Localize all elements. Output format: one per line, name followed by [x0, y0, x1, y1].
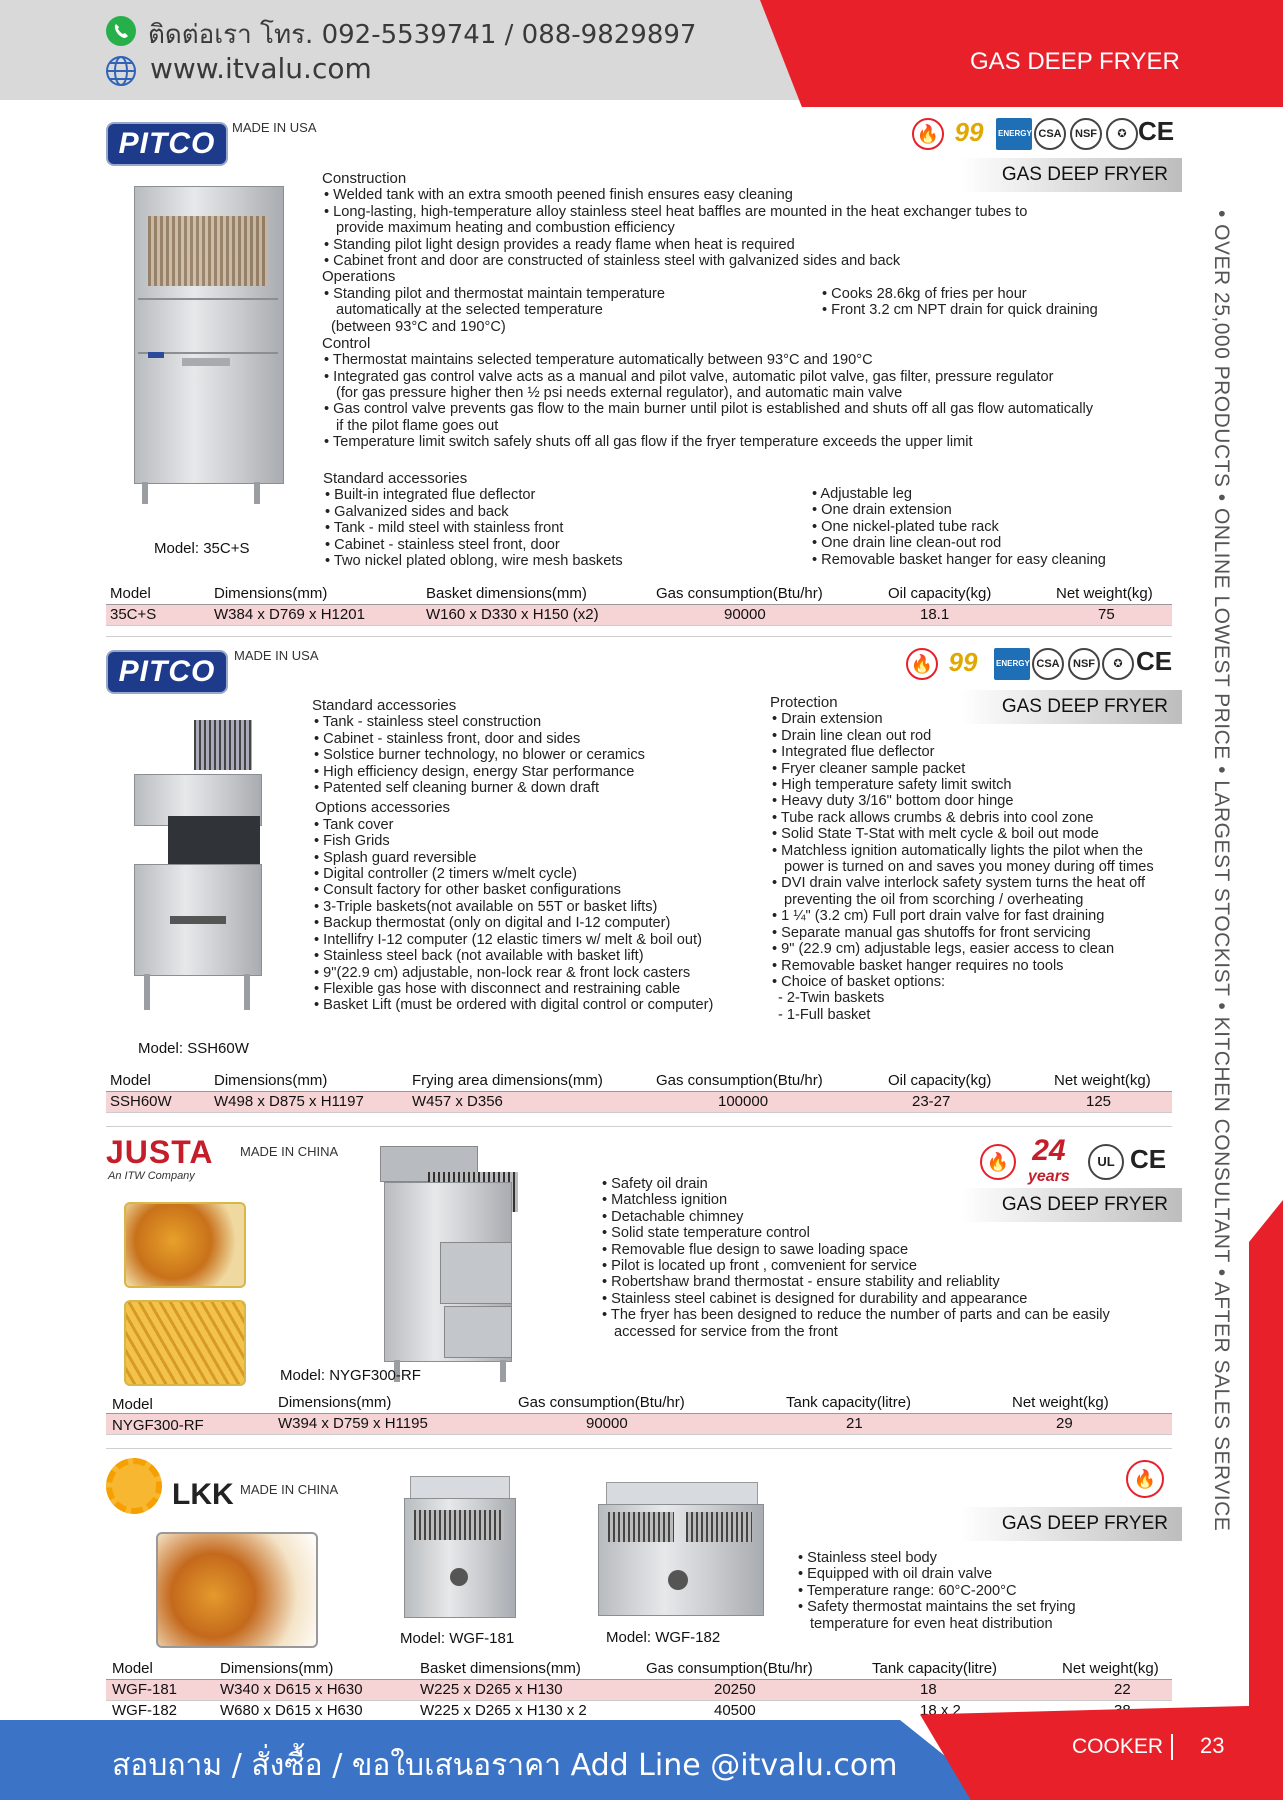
- product-image-35c: [130, 186, 285, 516]
- spec-header: Model: [112, 1396, 153, 1413]
- pitco-logo: PITCO: [106, 122, 228, 166]
- spec-cell: 29: [1056, 1415, 1073, 1432]
- accessory-item: • Removable basket hanger for easy cleaning: [810, 552, 1170, 568]
- flame-icon: 🔥: [912, 118, 944, 150]
- spec-cell: W225 x D265 x H130 x 2: [420, 1702, 587, 1719]
- opt-item: • Intellifry I-12 computer (12 elastic timers w/ melt & boil out): [312, 932, 752, 948]
- spec-cell: 35C+S: [110, 606, 157, 623]
- spec-table: [106, 1393, 1172, 1435]
- spec-cell: 40500: [714, 1702, 756, 1719]
- prot-item: • Separate manual gas shutoffs for front servicing: [770, 925, 1180, 941]
- std-item: • Patented self cleaning burner & down draft: [312, 780, 752, 796]
- construction-item: • Long-lasting, high-temperature alloy stainless steel heat baffles are mounted in the heat exchanger tubes to provide maximum heating and combustion efficiency: [322, 204, 1076, 237]
- prot-item: • High temperature safety limit switch: [770, 777, 1180, 793]
- std-title: Standard accessories: [312, 697, 457, 714]
- lkk-gear-logo-icon: [106, 1458, 162, 1514]
- side-tagline-strip: [1201, 210, 1241, 1620]
- spec-header: Basket dimensions(mm): [420, 1660, 581, 1677]
- spec-cell: W225 x D265 x H130: [420, 1681, 563, 1698]
- ul-badge: UL: [1088, 1144, 1124, 1180]
- prot-item: • Drain line clean out rod: [770, 728, 1180, 744]
- spec-cell: W394 x D759 x H1195: [278, 1415, 428, 1432]
- lkk-features-block: [796, 1550, 1136, 1632]
- 99-years-badge: 99: [948, 118, 990, 146]
- cert-seal-icon: ✪: [1106, 118, 1138, 150]
- opt-item: • Splash guard reversible: [312, 850, 752, 866]
- justa-itw-subtitle: An ITW Company: [108, 1170, 195, 1182]
- side-tagline: • OVER 25,000 PRODUCTS • ONLINE LOWEST PRICE • LARGEST STOCKIST • KITCHEN CONSULTANT • AFTER SALES SERVICE: [1210, 210, 1233, 1532]
- prot-item: • Removable basket hanger requires no tools: [770, 958, 1180, 974]
- justa-logo: JUSTA: [106, 1134, 214, 1170]
- protection-block: [770, 695, 1180, 1023]
- spec-data-row: [106, 605, 1172, 626]
- globe-icon: [104, 54, 138, 88]
- header-title: GAS DEEP FRYER: [970, 48, 1180, 75]
- energy-star-badge: ENERGY: [994, 648, 1030, 680]
- section-tag: GAS DEEP FRYER: [960, 1507, 1182, 1541]
- spec-header: Dimensions(mm): [220, 1660, 334, 1677]
- spec-cell: 23-27: [912, 1093, 951, 1110]
- prot-item: • DVI drain valve interlock safety system turns the heat off preventing the oil from scorching / overheating: [770, 875, 1180, 908]
- spec-data-row: [106, 1680, 1172, 1701]
- csa-badge: CSA: [1032, 648, 1064, 680]
- footer-divider: [1171, 1734, 1173, 1760]
- spec-cell: 125: [1086, 1093, 1112, 1110]
- accessory-item: • One nickel-plated tube rack: [810, 519, 1170, 535]
- page-number: 23: [1200, 1733, 1225, 1758]
- spec-header: Frying area dimensions(mm): [412, 1072, 603, 1089]
- std-item: • Tank - stainless steel construction: [312, 714, 752, 730]
- spec-cell: W384 x D769 x H1201: [214, 606, 365, 623]
- energy-star-badge: ENERGY: [996, 118, 1032, 150]
- french-fries-photo: [124, 1300, 246, 1386]
- spec-cell: W340 x D615 x H630: [220, 1681, 363, 1698]
- accessories-title: Standard accessories: [323, 470, 468, 487]
- spec-cell: 90000: [586, 1415, 628, 1432]
- spec-data-row: [106, 1092, 1172, 1113]
- accessory-item: • One drain line clean-out rod: [810, 535, 1170, 551]
- spec-cell: 75: [1098, 606, 1115, 623]
- spec-data-row: [106, 1414, 1172, 1435]
- prot-item: • 1 ¼" (3.2 cm) Full port drain valve for fast draining: [770, 908, 1180, 924]
- feature-item: • Equipped with oil drain valve: [796, 1566, 1136, 1582]
- spec-header-row: [106, 1659, 1172, 1680]
- product-image-nygf300: [380, 1146, 530, 1382]
- model-label: Model: NYGF300-RF: [280, 1367, 421, 1384]
- operations-item: • Front 3.2 cm NPT drain for quick draining: [820, 302, 1098, 318]
- opt-item: • Flexible gas hose with disconnect and restraining cable: [312, 981, 752, 997]
- product-image-ssh60w: [134, 720, 274, 1020]
- opt-item: • Backup thermostat (only on digital and I-12 computer): [312, 915, 752, 931]
- std-item: • High efficiency design, energy Star performance: [312, 764, 752, 780]
- spec-header: Gas consumption(Btu/hr): [518, 1394, 685, 1411]
- spec-header: Oil capacity(kg): [888, 1072, 992, 1089]
- spec-cell: 20250: [714, 1681, 756, 1698]
- opt-title: Options accessories: [315, 799, 451, 817]
- made-in-label: MADE IN USA: [234, 648, 319, 663]
- prot-title: Protection: [770, 694, 838, 711]
- control-item: • Gas control valve prevents gas flow to the main burner until pilot is established and shuts off all gas flow automatically if the pilot flame goes out: [322, 401, 1096, 434]
- spec-header-row: [106, 1071, 1172, 1092]
- prot-item: • Choice of basket options:: [770, 974, 1180, 990]
- spec-header: Net weight(kg): [1054, 1072, 1151, 1089]
- warranty-unit: years: [1028, 1168, 1070, 1185]
- spec-header: Model: [110, 585, 151, 602]
- nsf-badge: NSF: [1068, 648, 1100, 680]
- construction-block: [322, 171, 1102, 451]
- feature-item: • Temperature range: 60°C-200°C: [796, 1583, 1136, 1599]
- std-item: • Solstice burner technology, no blower or ceramics: [312, 747, 752, 763]
- construction-item: • Standing pilot light design provides a ready flame when heat is required: [322, 237, 1102, 253]
- prot-item: • Drain extension: [770, 711, 1180, 727]
- feature-item: • Solid state temperature control: [600, 1225, 1120, 1241]
- opt-item: • Tank cover: [312, 817, 752, 833]
- cert-seal-icon: ✪: [1102, 648, 1134, 680]
- nsf-badge: NSF: [1070, 118, 1102, 150]
- control-item: • Integrated gas control valve acts as a manual and pilot valve, automatic pilot valve, gas filter, pressure regulator (for gas pressure higher then ½ psi needs external regulator), and automatic main valve: [322, 369, 1066, 402]
- spec-header: Gas consumption(Btu/hr): [656, 585, 823, 602]
- standard-accessories-block: [312, 698, 752, 1014]
- control-item: • Temperature limit switch safely shuts off all gas flow if the fryer temperature exceeds the upper limit: [322, 434, 1102, 450]
- feature-item: • Matchless ignition: [600, 1192, 1120, 1208]
- section-tag: GAS DEEP FRYER: [960, 158, 1182, 192]
- prot-sub-item: - 2-Twin baskets: [778, 990, 885, 1007]
- accessory-item: • Galvanized sides and back: [323, 504, 683, 520]
- spec-cell: W680 x D615 x H630: [220, 1702, 363, 1719]
- pitco-logo: PITCO: [106, 650, 228, 694]
- opt-item: • Digital controller (2 timers w/melt cycle): [312, 866, 752, 882]
- feature-item: • Stainless steel cabinet is designed for durability and appearance: [600, 1291, 1120, 1307]
- prot-item: • Integrated flue deflector: [770, 744, 1180, 760]
- spec-header: Dimensions(mm): [214, 1072, 328, 1089]
- accessory-item: • Two nickel plated oblong, wire mesh baskets: [323, 553, 683, 569]
- product-image-wgf182: [598, 1482, 762, 1626]
- feature-item: • Pilot is located up front , comvenient for service: [600, 1258, 1120, 1274]
- spec-header: Net weight(kg): [1056, 585, 1153, 602]
- spec-cell: W457 x D356: [412, 1093, 503, 1110]
- csa-badge: CSA: [1034, 118, 1066, 150]
- spec-header-row: [106, 1393, 1172, 1414]
- section-divider: [106, 1126, 1172, 1127]
- spec-header: Gas consumption(Btu/hr): [646, 1660, 813, 1677]
- model-label: Model: WGF-181: [400, 1630, 515, 1647]
- footer-contact-text[interactable]: สอบถาม / สั่งซื้อ / ขอใบเสนอราคา Add Line @itvalu.com: [112, 1748, 898, 1783]
- accessory-item: • One drain extension: [810, 502, 1170, 518]
- spec-cell: NYGF300-RF: [112, 1417, 204, 1434]
- certification-badges: [906, 646, 1172, 682]
- spec-header-row: [106, 584, 1172, 605]
- flame-icon: 🔥: [906, 648, 938, 680]
- section-tag: GAS DEEP FRYER: [960, 1188, 1182, 1222]
- fried-chicken-photo: [124, 1202, 246, 1288]
- prot-item: • Matchless ignition automatically lights the pilot when the power is turned on and saves you money during off times: [770, 843, 1180, 876]
- feature-item: • Removable flue design to sawe loading space: [600, 1242, 1120, 1258]
- section-divider: [106, 636, 1172, 637]
- section-divider: [106, 1448, 1172, 1449]
- feature-item: • The fryer has been designed to reduce the number of parts and can be easily accessed for service from the front: [600, 1307, 1114, 1340]
- ce-badge: CE: [1130, 1144, 1167, 1174]
- spec-table: [106, 1659, 1172, 1721]
- footer-section-label: COOKER: [1072, 1735, 1164, 1758]
- made-in-label: MADE IN CHINA: [240, 1482, 339, 1497]
- header-phone-line: ติดต่อเรา โทร. 092-5539741 / 088-9829897: [148, 20, 697, 50]
- spec-cell: W160 x D330 x H150 (x2): [426, 606, 599, 623]
- phone-icon: [106, 16, 136, 46]
- fried-food-photo: [156, 1532, 318, 1648]
- opt-item: • 9"(22.9 cm) adjustable, non-lock rear & front lock casters: [312, 965, 752, 981]
- spec-header: Net weight(kg): [1062, 1660, 1159, 1677]
- spec-cell: 21: [846, 1415, 863, 1432]
- prot-item: • Heavy duty 3/16" bottom door hinge: [770, 793, 1180, 809]
- prot-item: • Tube rack allows crumbs & debris into cool zone: [770, 810, 1180, 826]
- header-website[interactable]: www.itvalu.com: [150, 52, 372, 85]
- opt-item: • Consult factory for other basket configurations: [312, 882, 752, 898]
- spec-cell: 18: [920, 1681, 937, 1698]
- accessory-item: • Adjustable leg: [810, 486, 1170, 502]
- spec-cell: W498 x D875 x H1197: [214, 1093, 364, 1110]
- spec-table: [106, 584, 1172, 626]
- control-item: • Thermostat maintains selected temperature automatically between 93°C and 190°C: [322, 352, 1102, 368]
- justa-features-block: [600, 1176, 1120, 1340]
- feature-item: • Safety oil drain: [600, 1176, 1120, 1192]
- opt-item: • 3-Triple baskets(not available on 55T or basket lifts): [312, 899, 752, 915]
- spec-header: Tank capacity(litre): [786, 1394, 912, 1411]
- product-image-wgf181: [404, 1476, 514, 1626]
- spec-header: Basket dimensions(mm): [426, 585, 587, 602]
- accessory-item: • Built-in integrated flue deflector: [323, 487, 683, 503]
- control-title: Control: [322, 334, 371, 352]
- construction-title: Construction: [322, 170, 407, 187]
- made-in-label: MADE IN CHINA: [240, 1144, 339, 1159]
- flame-icon: 🔥: [980, 1144, 1016, 1180]
- section-tag: GAS DEEP FRYER: [960, 690, 1182, 724]
- spec-cell: 90000: [724, 606, 766, 623]
- spec-header: Tank capacity(litre): [872, 1660, 998, 1677]
- ce-badge: CE: [1136, 646, 1173, 676]
- operations-item: • Standing pilot and thermostat maintain temperature automatically at the selected temperature: [322, 286, 736, 319]
- operations-item: • Cooks 28.6kg of fries per hour: [820, 286, 1027, 302]
- accessories-block: [323, 471, 683, 569]
- spec-header: Model: [110, 1072, 151, 1089]
- prot-sub-item: - 1-Full basket: [778, 1006, 871, 1023]
- spec-cell: SSH60W: [110, 1093, 172, 1110]
- prot-item: • 9" (22.9 cm) adjustable legs, easier access to clean: [770, 941, 1180, 957]
- opt-item: • Basket Lift (must be ordered with digital control or computer): [312, 997, 716, 1013]
- feature-item: • Stainless steel body: [796, 1550, 1136, 1566]
- spec-header: Dimensions(mm): [278, 1394, 392, 1411]
- std-item: • Cabinet - stainless front, door and sides: [312, 731, 752, 747]
- construction-item: • Cabinet front and door are constructed of stainless steel with galvanized sides and back: [322, 253, 1102, 269]
- ce-badge: CE: [1138, 116, 1175, 146]
- model-label: Model: 35C+S: [154, 540, 250, 557]
- opt-item: • Stainless steel back (not available with basket lift): [312, 948, 752, 964]
- made-in-label: MADE IN USA: [232, 120, 317, 135]
- model-label: Model: WGF-182: [606, 1629, 721, 1646]
- spec-table: [106, 1071, 1172, 1113]
- operations-title: Operations: [322, 268, 396, 286]
- spec-header: Gas consumption(Btu/hr): [656, 1072, 823, 1089]
- accessory-item: • Tank - mild steel with stainless front: [323, 520, 683, 536]
- prot-item: • Solid State T-Stat with melt cycle & boil out mode: [770, 826, 1180, 842]
- spec-cell: WGF-181: [112, 1681, 178, 1698]
- spec-cell: 18.1: [920, 606, 950, 623]
- flame-icon: 🔥: [1126, 1460, 1164, 1498]
- spec-header: Model: [112, 1660, 153, 1677]
- certification-badges: [912, 116, 1175, 152]
- accessories-right-block: [810, 486, 1170, 568]
- construction-item: • Welded tank with an extra smooth peened finish ensures easy cleaning: [322, 187, 1102, 203]
- lkk-logo: LKK: [172, 1478, 234, 1511]
- feature-item: • Detachable chimney: [600, 1209, 1120, 1225]
- 99-years-badge: 99: [942, 648, 984, 676]
- prot-item: • Fryer cleaner sample packet: [770, 761, 1180, 777]
- spec-cell: 22: [1114, 1681, 1131, 1698]
- spec-header: Dimensions(mm): [214, 585, 328, 602]
- opt-item: • Fish Grids: [312, 833, 752, 849]
- operations-note: (between 93°C and 190°C): [331, 318, 506, 335]
- spec-cell: 18 x 2: [920, 1702, 961, 1719]
- feature-item: • Robertshaw brand thermostat - ensure stability and reliablity: [600, 1274, 1120, 1290]
- accessory-item: • Cabinet - stainless steel front, door: [323, 537, 683, 553]
- spec-cell: 100000: [718, 1093, 769, 1110]
- spec-header: Net weight(kg): [1012, 1394, 1109, 1411]
- spec-cell: WGF-182: [112, 1702, 178, 1719]
- spec-header: Oil capacity(kg): [888, 585, 992, 602]
- model-label: Model: SSH60W: [138, 1040, 249, 1057]
- warranty-number: 24: [1032, 1134, 1066, 1167]
- feature-item: • Safety thermostat maintains the set frying temperature for even heat distribution: [796, 1599, 1140, 1632]
